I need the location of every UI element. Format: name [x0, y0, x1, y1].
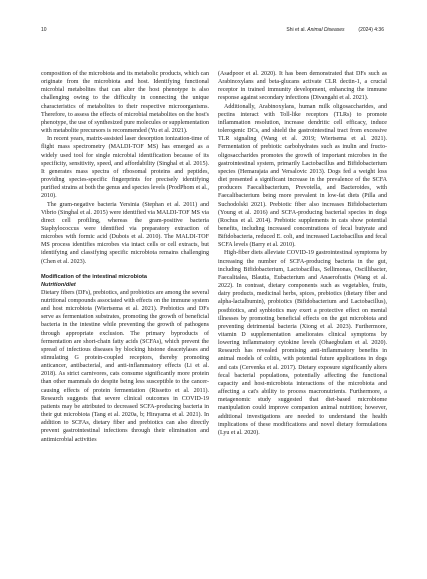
running-head	[286, 27, 384, 33]
subsection-heading: Nutrition/diet	[41, 281, 76, 288]
running-head-volume: (2024) 4:36	[358, 27, 384, 33]
right-paragraph-2: Additionally, Arabinoxylans, human milk oligosaccharides, and pectins interact with Toll-like receptors (TLRs) to promote inflammation resolution, increase dendritic cell efficacy, induce tolerogenic DCs, and shield the gastrointestinal tract from excessive TLR signaling (Wang et al. 2019; Wiertsema et al. 2021). Fermentation of prebiotic carbohydrates such as inulin and fructo-oligosaccharides promotes the growth of important microbes in the gastrointestinal system, primarily Lactobacillus and Bifidobacterium species (Hemarajata and Versalovic 2013). Dogs fed a weight loss diet presented a significant increase in the prevalence of the SCFA producers Faecalibacterium, Prevotella, and Bacteroides, with Faecalibacterium being more prevalent in low-fat diets (Pilla and Suchodolski 2021). Prebiotic fiber also increases Bifidobacterium (Young et al. 2016) and SCFA-producing bacterial species in dogs (Rochus et al. 2014). Prebiotic supplements in cats show potential benefits, including increased concentrations of fecal butyrate and Bifidobacteria, reduced E. coli, and increased Lactobacillus and fecal SCFA levels (Barry et al. 2010).	[218, 103, 387, 249]
running-head-journal: Animal Diseases	[307, 27, 345, 33]
running-head-authors: Shi et al.	[286, 27, 306, 33]
right-paragraph-3: High-fiber diets alleviate COVID-19 gastrointestinal symptoms by increasing the number of SCFA-producing bacteria in the gut, including Bifidobacterium, Lactobacillus, Sellimonas, Oscillibacter, Faecalitalea, Blautia, Eubacterium and Anaerofustis (Wang et al. 2022). In contrast, dietary components such as vegetables, fruits, dairy products, medicinal herbs, spices, prebiotics (dietary fiber and alpha-lactalbumin), probiotics (Bifidobacterium and Lactobacillus), postbiotics, and synbiotics may exert a protective effect on mental illnesses by promoting beneficial effects on the gut microbiota and preventing detrimental bacteria (Xiong et al. 2023). Furthermore, vitamin D supplementation ameliorates clinical symptoms by lowering inflammatory cytokine levels (Ohaegbulam et al. 2020). Research has revealed promising anti-inflammatory benefits in animal models of colitis, with potential future applications in dogs and cats (Cervenka et al. 2017). Dietary exposure significantly alters fecal bacterial populations, potentially affecting the functional capacity and host-microbiota interactions of the microbiota and affecting a cat's ability to process macronutrients. Furthermore, a metagenomic study suggested that diet-based microbiome manipulation could improve companion animal nutrition; however, additional investigations are needed to understand the health implications of these modifications and novel dietary formulations (Lyu et al. 2020).	[218, 250, 387, 436]
left-column	[41, 70, 209, 444]
left-paragraph-2: In recent years, matrix-assisted laser desorption ionization-time of flight mass spectrometry (MALDI-TOF MS) has emerged as a widely used tool for single microbial identification because of its specificity, sensitivity, speed, and affordability (Singhal et al. 2015). It generates mass spectra of ribosomal proteins and peptides, providing species-specific fingerprints for precisely identifying purified strains at both the genus and species levels (ProdPhom et al., 2010).	[41, 136, 209, 200]
left-paragraph-3: The gram-negative bacteria Yersinia (Stephan et al. 2011) and Vibrio (Singhal et al. 2015) were identified via MALDI-TOF MS via direct cell profiling, whereas the gram-positive bacteria Staphylococcus were identified via preparatory extraction of microbes with formic acid (Dubois et al. 2010). The MALDI-TOF MS process identifies microbes via intact cells or cell extracts, but identifying and classifying specific microbiota remains challenging (Chen et al. 2023).	[41, 201, 209, 265]
right-column	[218, 70, 387, 437]
page-header	[41, 27, 384, 37]
left-paragraph-1: composition of the microbiota and its metabolic products, which can originate from the microbiota and host. Identifying functional microbial metabolites that can alter the host phenotype is also challenging owing to the difficulty in connecting the unique characteristics of metabolites to their respective microorganisms. Therefore, to assess the effects of microbial metabolites on the host's phenotype, the use of synthesized pure molecules or supplementation with metabolite precursors is recommended (Yu et al. 2021).	[41, 71, 209, 135]
left-paragraph-4: Dietary fibers (DFs), prebiotics, and probiotics are among the several nutritional compounds associated with effects on the immune system and host microbiota (Wiertsema et al. 2021). Prebiotics and DFs serve as fermentation substrates, promoting the growth of beneficial bacteria in the intestine while preventing the growth of pathogens through appropriate exclusion. The primary byproducts of fermentation are short-chain fatty acids (SCFAs), which prevent the spread of infectious diseases by blocking histone deacetylases and stimulating G protein-coupled receptors, thereby promoting anticancer, antibacterial, and anti-inflammatory effects (Li et al. 2018). As strict carnivores, cats consume significantly more protein than other mammals do despite being less susceptible to the cancer-causing effects of protein fermentation (Rissetto et al. 2011). Research suggests that severe clinical outcomes in COVID-19 patients may be attributed to decreased SCFA-producing bacteria in their gut microbiota (Tang et al. 2020a, b; Hirayama et al. 2021). In addition to SCFAs, dietary fiber and prebiotics can also directly prevent gastrointestinal infections through their elimination and antimicrobial activities	[41, 289, 209, 443]
section-heading: Modification of the intestinal microbiota	[41, 273, 147, 280]
right-paragraph-1: (Asadpoor et al. 2020). It has been demonstrated that DFs such as Arabinoxylans and beta-glucans activate CLR dectin-1, a crucial receptor in trained immunity development, enhancing the immune response against secondary infections (Divangahi et al. 2021).	[218, 71, 387, 102]
page-number: 10	[41, 27, 47, 33]
